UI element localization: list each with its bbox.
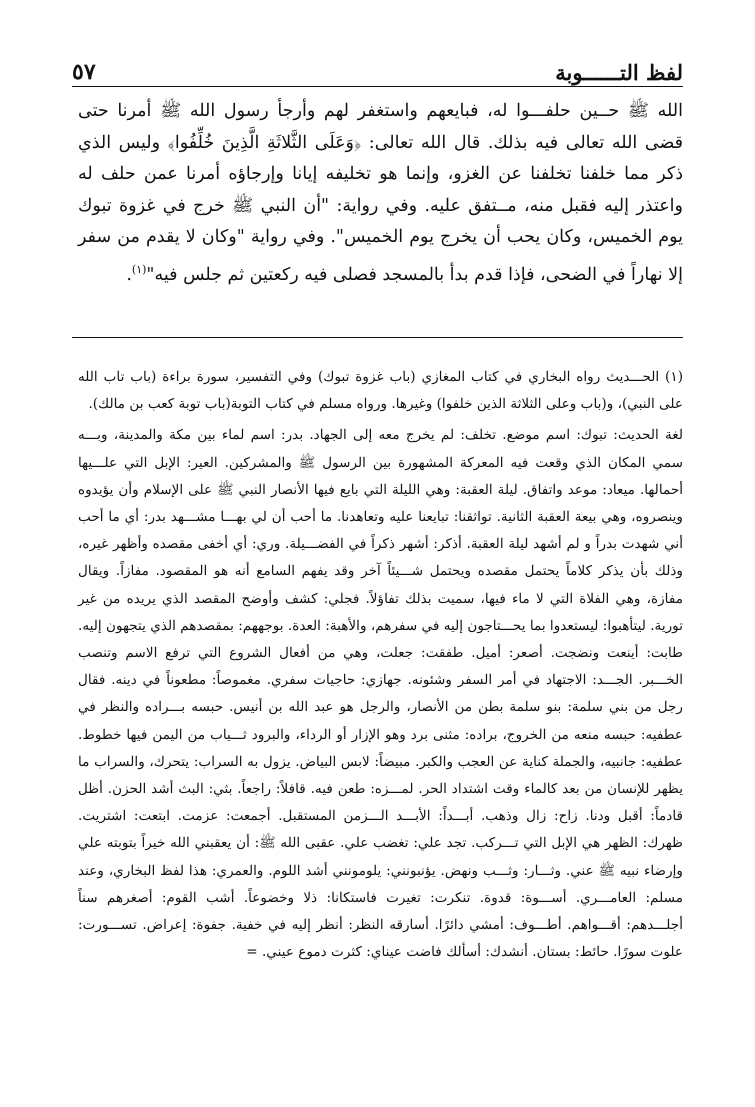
main-paragraph: الله ﷺ حــين حلفـــوا له، فبايعهم واستغفر لهم وأرجأ رسول الله ﷺ أمرنا حتى قضى الله تعالى فيه بذلك. قال الله تعالى: ﴿وَعَلَى الثَّلاثَةِ الَّذِينَ خُلِّفُوا﴾ وليس الذي ذكر مما خلفنا تخلفنا عن الغزو، وإنما هو تخليفه إيانا وإرجاؤه أمرنا عمن حلف له واعتذر إليه فقبل منه، مــتفق عليه. وفي رواية: "أن النبي ﷺ خرج في غزوة تبوك يوم الخميس، وكان يحب أن يخرج يوم الخميس". وفي رواية "وكان لا يقدم من سفر إلا نهاراً في الضحى، فإذا قدم بدأ بالمسجد فصلى فيه ركعتين ثم جلس فيه"$^{(١)}$. — [78, 101, 683, 285]
main-text — [78, 96, 683, 291]
footnote-source: (١) الحـــديث رواه البخاري في كتاب المغازي (باب غزوة تبوك) وفي التفسير، سورة براءة (باب تاب الله على النبي)، و(باب وعلى الثلاثة الذين خلفوا) وغيرها. ورواه مسلم في كتاب التوبة(باب توبة كعب بن مالك). — [78, 369, 683, 413]
footnote-reference: (١) — [131, 262, 147, 276]
footnote-vocabulary: لغة الحديث: تبوك: اسم موضع. تخلف: لم يخرج معه إلى الجهاد. بدر: اسم لماء بين مكة والمدينة، وبـــه سمي المكان الذي وقعت فيه المعركة المشهورة بين الرسول ﷺ والمشركين. العير: الإبل التي علـــيها أحمالها. ميعاد: موعد واتفاق. ليلة العقبة: وهي الليلة التي بايع فيها الأنصار النبي ﷺ على الإسلام وأن يؤيدوه وينصروه، وهي بيعة العقبة الثانية. تواثقنا: تبايعنا عليه وتعاهدنا. ما أحب أن لي بهـــا مشـــهد بدر: أي ما أحب أني شهدت بدراً و لم أشهد ليلة العقبة. أذكر: أشهر ذكراً في الفضـــيلة. وري: أي أخفى مقصده وأظهر غيره، وذلك بأن يذكر كلاماً يحتمل مقصده ويحتمل شـــيئاً آخر وقد يفهم السامع أنه هو المقصود. مفازاً. ويقال مفازة، وهي الفلاة التي لا ماء فيها، سميت بذلك تفاؤلاً. فجلي: كشف وأوضح المقصد الذي يريده من غير تورية. ليتأهبوا: ليستعدوا بما يحـــتاجون إليه في سفرهم، والأهبة: العدة. بوجههم: بمقصدهم الذي يتجهون إليه. طابت: أينعت ونضجت. أصعر: أميل. طفقت: جعلت، وهي من أفعال الشروع التي ترفع الاسم وتنصب الخـــبر. الجـــد: الاجتهاد في أمر السفر وشئونه. جهازي: حاجيات سفري. مغموصاً: مطعوناً في دينه. فقال رجل من بني سلمة: بنو سلمة بطن من الأنصار، والرجل هو عبد الله بن أنيس. حبسه بـــراده والنظر في عطفيه: حبسه منعه من الخروج، براده: مثنى برد وهو الإزار أو الرداء، والبرود ثـــياب من اليمن فيها خطوط. عطفيه: جانبيه، والجملة كناية عن العجب والكبر. مبيضاً: لابس البياض. يزول به السراب: يتحرك، والسراب ما يظهر للإنسان من بعد كالماء وقت اشتداد الحر. لمـــزه: طعن فيه. قافلاً: راجعاً. بثي: البث أشد الحزن. أظل قادماً: أقبل ودنا. زاح: زال وذهب. أبـــداً: الأبـــد الـــزمن المستقبل. أجمعت: عزمت. ابتعت: اشتريت. ظهرك: الظهر هي الإبل التي تـــركب. تجد علي: تغضب علي. عقبى الله ﷺ: أن يعقبني الله خيراً بتوبته علي وإرضاء نبيه ﷺ عني. وثـــار: وثـــب ونهض. يؤنبونني: يلومونني أشد اللوم. والعمري: هذا لفظ البخاري، وعند مسلم: العامـــري. أســـوة: قدوة. تنكرت: تغيرت فاستكانا: ذلا وخضوعاً. أشب القوم: أصغرهم سناً أجلـــدهم: أقـــواهم. أطـــوف: أمشي دائرًا. أسارقه النظر: أنظر إليه في خفية. جفوة: إعراض. تســـورت: علوت سورًا. حائط: بستان. أنشدك: أسألك فاضت عيناي: كثرت دموع عيني. = — [78, 427, 683, 961]
footnotes — [78, 364, 683, 966]
footnote-separator — [72, 337, 683, 338]
page-number: ٥٧ — [72, 59, 96, 85]
running-title: لفظ التــــــوبة — [555, 60, 683, 85]
page-header — [72, 55, 683, 85]
header-rule — [72, 86, 683, 87]
main-paragraph-text: الله ﷺ حــين حلفـــوا له، فبايعهم واستغفر لهم وأرجأ رسول الله ﷺ أمرنا حتى قضى الله تعالى فيه بذلك. قال الله تعالى: ﴿وَعَلَى الثَّلاثَةِ الَّذِينَ خُلِّفُوا﴾ وليس الذي ذكر مما خلفنا تخلفنا عن الغزو، وإنما هو تخليفه إيانا وإرجاؤه أمرنا عمن حلف له واعتذر إليه فقبل منه، مــتفق عليه. وفي رواية: "أن النبي ﷺ خرج في غزوة تبوك يوم الخميس، وكان يحب أن يخرج يوم الخميس". وفي رواية "وكان لا يقدم من سفر إلا نهاراً في الضحى، فإذا قدم بدأ بالمسجد فصلى فيه ركعتين ثم جلس فيه" — [78, 101, 683, 285]
